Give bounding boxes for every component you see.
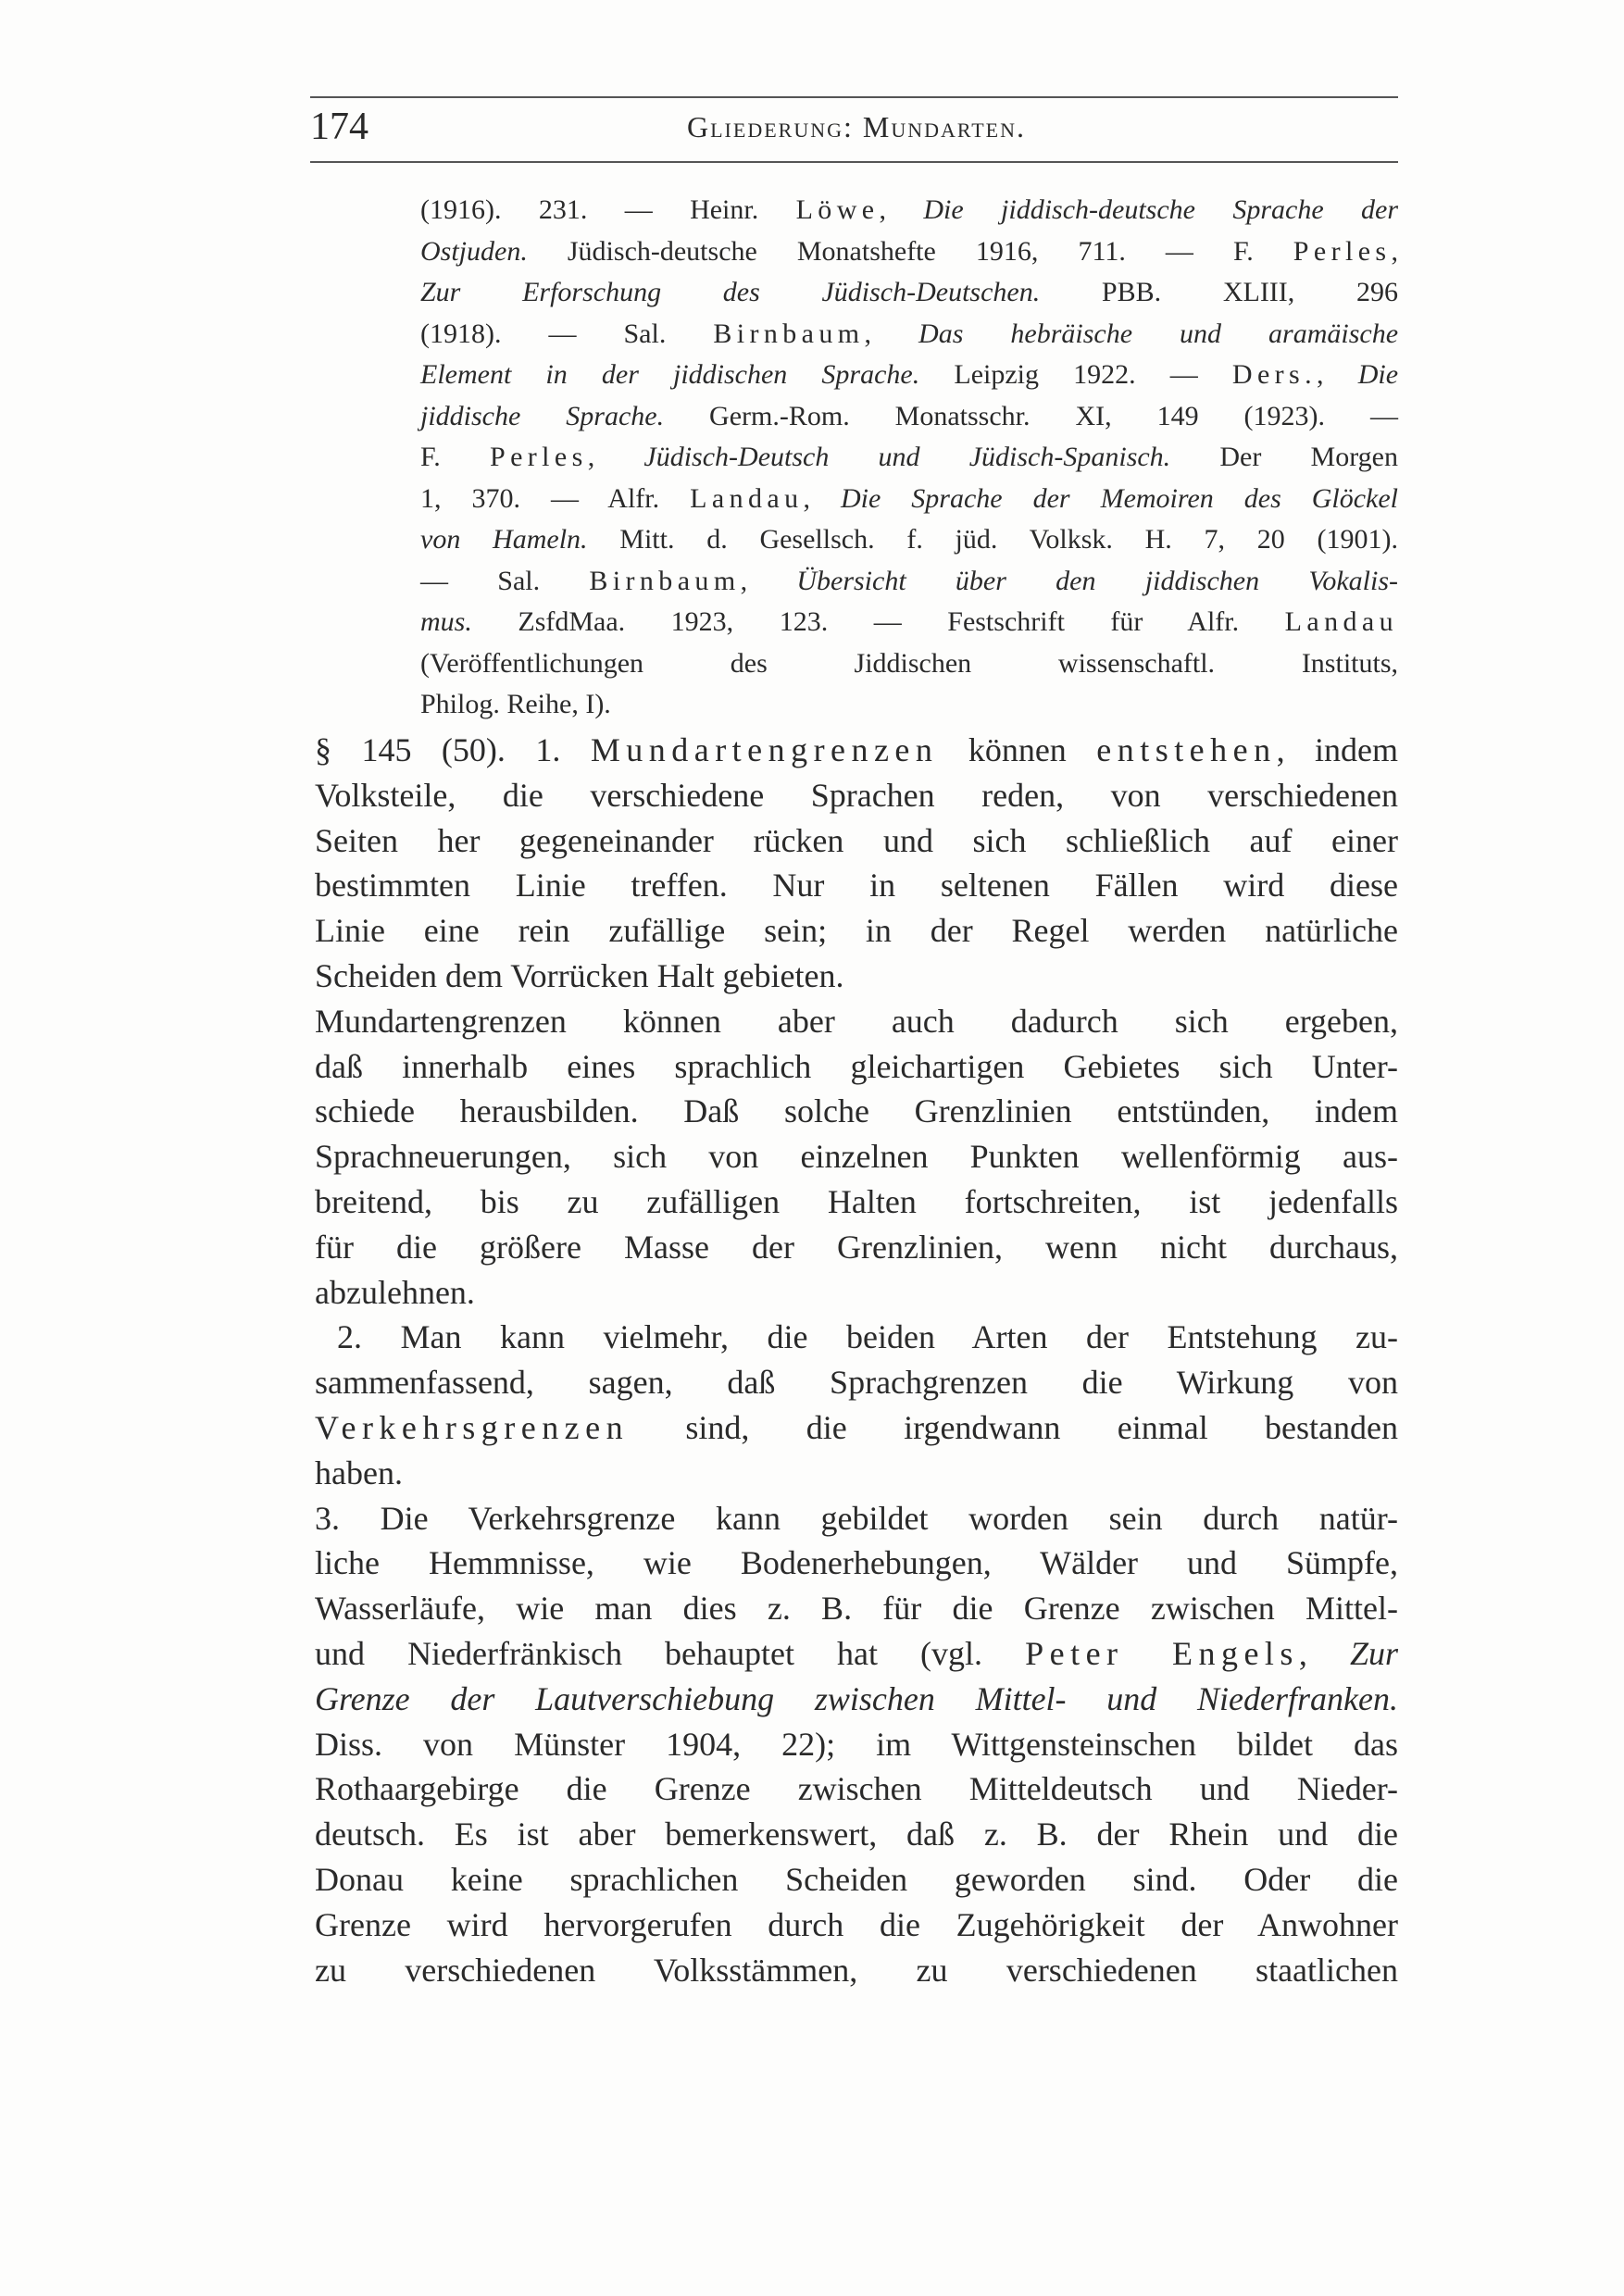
text-run: (Veröffentlichungen des Jiddischen wissenschaftl. Instituts,	[420, 647, 1398, 679]
footnote-line	[420, 231, 1398, 272]
text-run: Germ.-Rom. Monatsschr. XI, 149 (1923). —	[664, 400, 1398, 431]
italic-title-text: Zur	[1349, 1635, 1398, 1672]
text-run: Grenze wird hervorgerufen durch die Zugehörigkeit der Anwohner	[315, 1905, 1398, 1943]
footnote-line	[420, 272, 1398, 313]
text-run: schiede herausbilden. Daß solche Grenzlinien entstünden, indem	[315, 1092, 1398, 1130]
body-line	[315, 1766, 1398, 1812]
footnote-line	[420, 479, 1398, 519]
text-run: Linie eine rein zufällige sein; in der Regel werden natürliche	[315, 912, 1398, 950]
italic-title-text: Die jiddisch-deutsche Sprache der	[923, 194, 1398, 225]
italic-title-text: Ostjuden.	[420, 235, 528, 267]
text-run: ,	[1391, 235, 1398, 267]
text-run: ,	[803, 482, 841, 514]
body-line	[315, 908, 1398, 954]
header-bottom-rule	[310, 161, 1398, 163]
italic-title-text: Die	[1357, 359, 1399, 390]
body-line	[315, 1948, 1398, 1993]
text-run: 1, 370. — Alfr.	[420, 482, 691, 514]
spaced-name-text: Ders.	[1231, 359, 1318, 390]
body-line	[315, 1044, 1398, 1090]
body-line	[337, 1315, 1398, 1360]
body-line	[315, 1903, 1398, 1948]
body-line	[315, 1496, 1398, 1541]
text-run: ,	[879, 194, 924, 225]
spaced-name-text: Perles	[1293, 235, 1392, 267]
text-run: — Sal.	[420, 565, 590, 596]
spaced-name-text: Landau	[1284, 606, 1398, 637]
footnote-line	[420, 437, 1398, 478]
italic-title-text: Zur Erforschung des Jüdisch-Deutschen.	[420, 277, 1041, 307]
text-run: ,	[1298, 1635, 1350, 1672]
text-run: Volksteile, die verschiedene Sprachen reden, von verschiedenen	[315, 776, 1398, 814]
text-run: Mitt. d. Gesellsch. f. jüd. Volksk. H. 7, 20 (1901).	[587, 524, 1399, 555]
spaced-name-text: Landau	[690, 482, 804, 514]
italic-title-text: von Hameln.	[420, 524, 588, 555]
body-line	[315, 863, 1398, 908]
body-line	[315, 1857, 1398, 1903]
text-run: Leipzig 1922. —	[919, 359, 1232, 390]
text-run: breitend, bis zu zufälligen Halten fortschreiten, ist jedenfalls	[315, 1183, 1398, 1220]
italic-title-text: Übersicht über den jiddischen Vokalis-	[796, 565, 1398, 596]
text-run: können	[938, 731, 1097, 768]
italic-title-text: mus.	[420, 606, 472, 637]
body-line	[315, 773, 1398, 818]
header-top-rule	[310, 96, 1398, 98]
body-line	[315, 1451, 1398, 1496]
spaced-name-text: Birnbaum	[589, 565, 741, 596]
footnote-line	[420, 314, 1398, 355]
text-run: Der Morgen	[1170, 442, 1398, 472]
text-run: sammenfassend, sagen, daß Sprachgrenzen die Wirkung von	[315, 1364, 1398, 1402]
spaced-name-text: Perles	[489, 442, 588, 472]
text-run: Jüdisch-deutsche Monatshefte 1916, 711. — F.	[527, 235, 1293, 267]
text-run: , indem	[1276, 731, 1399, 768]
spaced-name-text: Verkehrsgrenzen	[315, 1409, 630, 1446]
body-line	[315, 1179, 1398, 1225]
body-line	[315, 1677, 1398, 1722]
text-run: Donau keine sprachlichen Scheiden geworden sind. Oder die	[315, 1861, 1398, 1898]
footnote-line	[420, 519, 1398, 560]
text-run: (1918). — Sal.	[420, 318, 714, 349]
text-run: deutsch. Es ist aber bemerkenswert, daß z. B. der Rhein und die	[315, 1816, 1398, 1853]
footnote-line	[420, 396, 1398, 437]
spaced-name-text: entstehen	[1096, 731, 1277, 768]
italic-title-text: Jüdisch-Deutsch und Jüdisch-Spanisch.	[643, 442, 1171, 472]
body-line	[315, 818, 1398, 864]
footnote-line	[420, 643, 1398, 684]
text-run: ,	[1317, 359, 1358, 390]
spaced-name-text: Mundartengrenzen	[590, 731, 939, 768]
footnote-line	[420, 561, 1398, 602]
text-run: ,	[740, 565, 797, 596]
text-run: Diss. von Münster 1904, 22); im Wittgensteinschen bildet das	[315, 1725, 1398, 1763]
text-run: abzulehnen.	[315, 1273, 475, 1311]
text-run: (1916). 231. — Heinr.	[420, 194, 796, 225]
body-line	[315, 1631, 1398, 1677]
text-run: zu verschiedenen Volksstämmen, zu verschiedenen staatlichen	[315, 1951, 1398, 1989]
body-line	[315, 1586, 1398, 1631]
spaced-name-text: Birnbaum	[713, 318, 865, 349]
body-line	[315, 1405, 1398, 1451]
text-run: Mundartengrenzen können aber auch dadurch sich ergeben,	[315, 1002, 1398, 1040]
italic-title-text: Die Sprache der Memoiren des Glöckel	[841, 482, 1399, 514]
text-run: PBB. XLIII, 296	[1040, 277, 1398, 307]
page-number: 174	[310, 106, 369, 148]
text-run: ZsfdMaa. 1923, 123. — Festschrift für Alfr.	[471, 606, 1285, 637]
text-run: 3. Die Verkehrsgrenze kann gebildet worden sein durch natür-	[315, 1499, 1398, 1537]
italic-title-text: jiddische Sprache.	[420, 400, 665, 431]
text-run: Rothaargebirge die Grenze zwischen Mitteldeutsch und Nieder-	[315, 1770, 1398, 1808]
body-line	[315, 954, 1398, 999]
body-line	[315, 1134, 1398, 1179]
body-line	[315, 1089, 1398, 1134]
footnote-line	[420, 190, 1398, 231]
text-run: 2. Man kann vielmehr, die beiden Arten der Entstehung zu-	[337, 1318, 1398, 1356]
text-run: Seiten her gegeneinander rücken und sich schließlich auf einer	[315, 821, 1398, 859]
text-run: Philog. Reihe, I).	[420, 689, 611, 719]
body-line	[315, 1541, 1398, 1586]
text-run: haben.	[315, 1454, 403, 1491]
text-run: F.	[420, 442, 490, 472]
footnote-line	[420, 355, 1398, 395]
text-run: bestimmten Linie treffen. Nur in seltenen Fällen wird diese	[315, 867, 1398, 905]
text-run: daß innerhalb eines sprachlich gleichartigen Gebietes sich Unter-	[315, 1047, 1398, 1085]
footnote-line	[420, 602, 1398, 643]
body-line	[315, 728, 1398, 773]
body-line	[315, 1722, 1398, 1767]
text-run: liche Hemmnisse, wie Bodenerhebungen, Wälder und Sümpfe,	[315, 1544, 1398, 1582]
italic-title-text: Element in der jiddischen Sprache.	[420, 359, 920, 390]
running-title: Gliederung: Mundarten.	[687, 110, 1026, 144]
italic-title-text: Grenze der Lautverschiebung zwischen Mittel- und Niederfranken.	[315, 1679, 1398, 1717]
body-line	[315, 1812, 1398, 1857]
text-run: für die größere Masse der Grenzlinien, wenn nicht durchaus,	[315, 1228, 1398, 1266]
text-run: Sprachneuerungen, sich von einzelnen Punkten wellenförmig aus-	[315, 1138, 1398, 1176]
spaced-name-text: Löwe	[795, 194, 880, 225]
text-run: ,	[864, 318, 919, 349]
text-run: § 145 (50). 1.	[315, 731, 591, 768]
text-run: sind, die irgendwann einmal bestanden	[629, 1409, 1398, 1446]
text-run: Wasserläufe, wie man dies z. B. für die Grenze zwischen Mittel-	[315, 1590, 1398, 1628]
body-line	[315, 1225, 1398, 1270]
body-line	[315, 1270, 1398, 1316]
spaced-name-text: Peter Engels	[1025, 1635, 1299, 1672]
text-run: und Niederfränkisch behauptet hat (vgl.	[315, 1635, 1026, 1672]
italic-title-text: Das hebräische und aramäische	[918, 318, 1399, 349]
body-line	[315, 1360, 1398, 1405]
body-line	[315, 999, 1398, 1044]
footnote-line	[420, 684, 1398, 725]
text-run: ,	[587, 442, 644, 472]
text-run: Scheiden dem Vorrücken Halt gebieten.	[315, 957, 844, 994]
